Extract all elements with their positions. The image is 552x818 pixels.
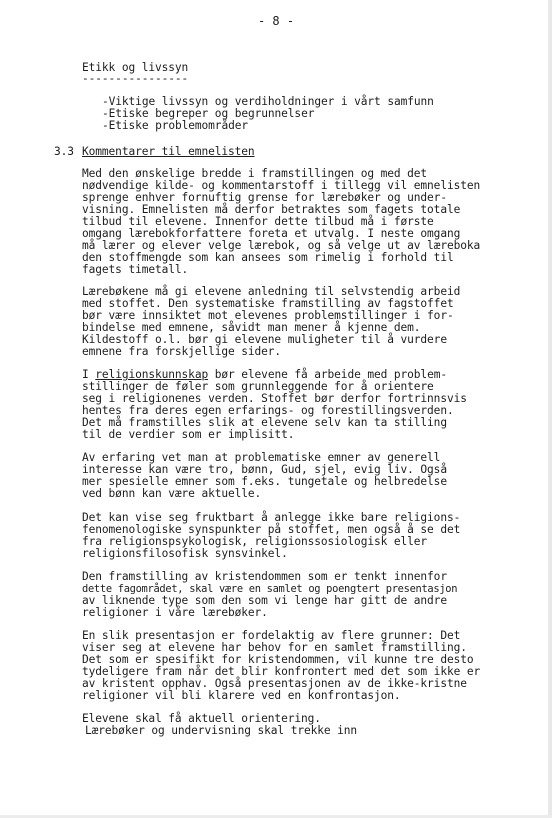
paragraph-text: bør elevene få arbeide med problem- [208,368,447,381]
paragraph-line: dette fagområdet, skal være en samlet og poengtert presentasjon [82,583,458,595]
paragraph-line: Det kan vise seg fruktbart å anlegge ikke bare religions- [82,511,461,524]
page-number: - 8 - [257,14,295,28]
paragraph-line: med stoffet. Den systematiske framstilling av fagstoffet [82,297,454,310]
paragraph-line: fra religionspsykologisk, religionssosiologisk eller [82,535,428,548]
paragraph-line: den stoffmengde som kan ansees som rimelig i forhold til [82,251,454,264]
paragraph-line: fenomenologiske synspunkter på stoffet, men også å se det [82,523,461,536]
paragraph-line: omgang lærebokforfattere foreta et utvalg. I neste omgang [82,227,461,240]
paragraph-line: må lærer og elever velge lærebok, og så velge ut av læreboka [82,239,481,252]
paragraph-line: ved bønn kan være aktuelle. [82,487,262,500]
paragraph-line: religioner i våre lærebøker. [82,606,268,619]
list-item: -Etiske begreper og begrunnelser [102,107,315,120]
paragraph-line: av kristent opphav. Også presentasjonen av de ikke-kristne [82,677,467,690]
paragraph-text: I [82,368,96,381]
paragraph-line: mer spesielle emner som f.eks. tungetale og helbredelse [82,475,447,488]
paragraph-line: Kildestoff o.l. bør gi elevene muligheter til å vurdere [82,333,447,346]
paragraph-line: En slik presentasjon er fordelaktig av flere grunner: Det [82,629,461,642]
paragraph-line: Elevene skal få aktuell orientering. [82,712,321,725]
page-edge-shadow [548,0,552,818]
section-heading-etikk: Etikk og livssyn [82,61,189,74]
paragraph-line: visning. Emnelisten må derfor betraktes som fagets totale [82,203,461,216]
paragraph-line: Den framstilling av kristendommen som er tenkt innenfor [82,570,447,583]
paragraph-line: Det som er spesifikt for kristendommen, vil kunne tre desto [82,653,474,666]
paragraph-line: hentes fra deres egen erfarings- og forestillingsverden. [82,404,454,417]
paragraph-line: religioner vil bli klarere ved en konfrontasjon. [82,689,401,702]
list-item: -Etiske problemområder [102,119,248,132]
paragraph-line: nødvendige kilde- og kommentarstoff i tillegg vil emnelisten [82,179,481,192]
paragraph-line: interesse kan være tro, bønn, Gud, sjel, evig liv. Også [82,463,447,476]
section-title: Kommentarer til emnelisten [82,145,255,158]
paragraph-line: Det må framstilles slik at elevene selv kan ta stilling [82,416,447,429]
paragraph-line: seg i religionenes verden. Stoffet bør derfor fortrinnsvis [82,392,467,405]
underlined-term: religionskunnskap [95,368,209,381]
paragraph-line: sprenge enhver fornuftig grense for lærebøker og under- [82,191,447,204]
heading-rule: ---------------- [82,72,189,85]
paragraph-line: til de verdier som er implisitt. [82,428,295,441]
paragraph-line: fagets timetall. [82,263,189,276]
paragraph-line: tilbud til elevene. Innenfor dette tilbud må i første [82,215,434,228]
paragraph-line: Lærebøker og undervisning skal trekke inn [85,724,358,737]
paragraph-line: Lærebøkene må gi elevene anledning til selvstendig arbeid [82,285,461,298]
paragraph-line: stillinger de føler som grunnleggende for å orientere [82,380,434,393]
section-number: 3.3 [54,145,74,158]
paragraph-line: Av erfaring vet man at problematiske emner av generell [82,451,441,464]
paragraph-line: av liknende type som den som vi lenge har gitt de andre [82,594,447,607]
paragraph-line: tydeligere fram når det blir konfrontert med det som ikke er [82,665,481,678]
paragraph-line: emnene fra forskjellige sider. [82,345,282,358]
paragraph-line: Med den ønskelige bredde i framstillingen og med det [82,167,428,180]
paragraph-line: bindelse med emnene, såvidt man mener å kjenne dem. [82,321,421,334]
list-item: -Viktige livssyn og verdiholdninger i vårt samfunn [102,95,434,108]
paragraph-line: bør være innsiktet mot elevenes problemstillinger i for- [82,309,454,322]
paragraph-line: religionsfilosofisk synsvinkel. [82,547,288,560]
paragraph-line: viser seg at elevene har behov for en samlet framstilling. [82,641,467,654]
